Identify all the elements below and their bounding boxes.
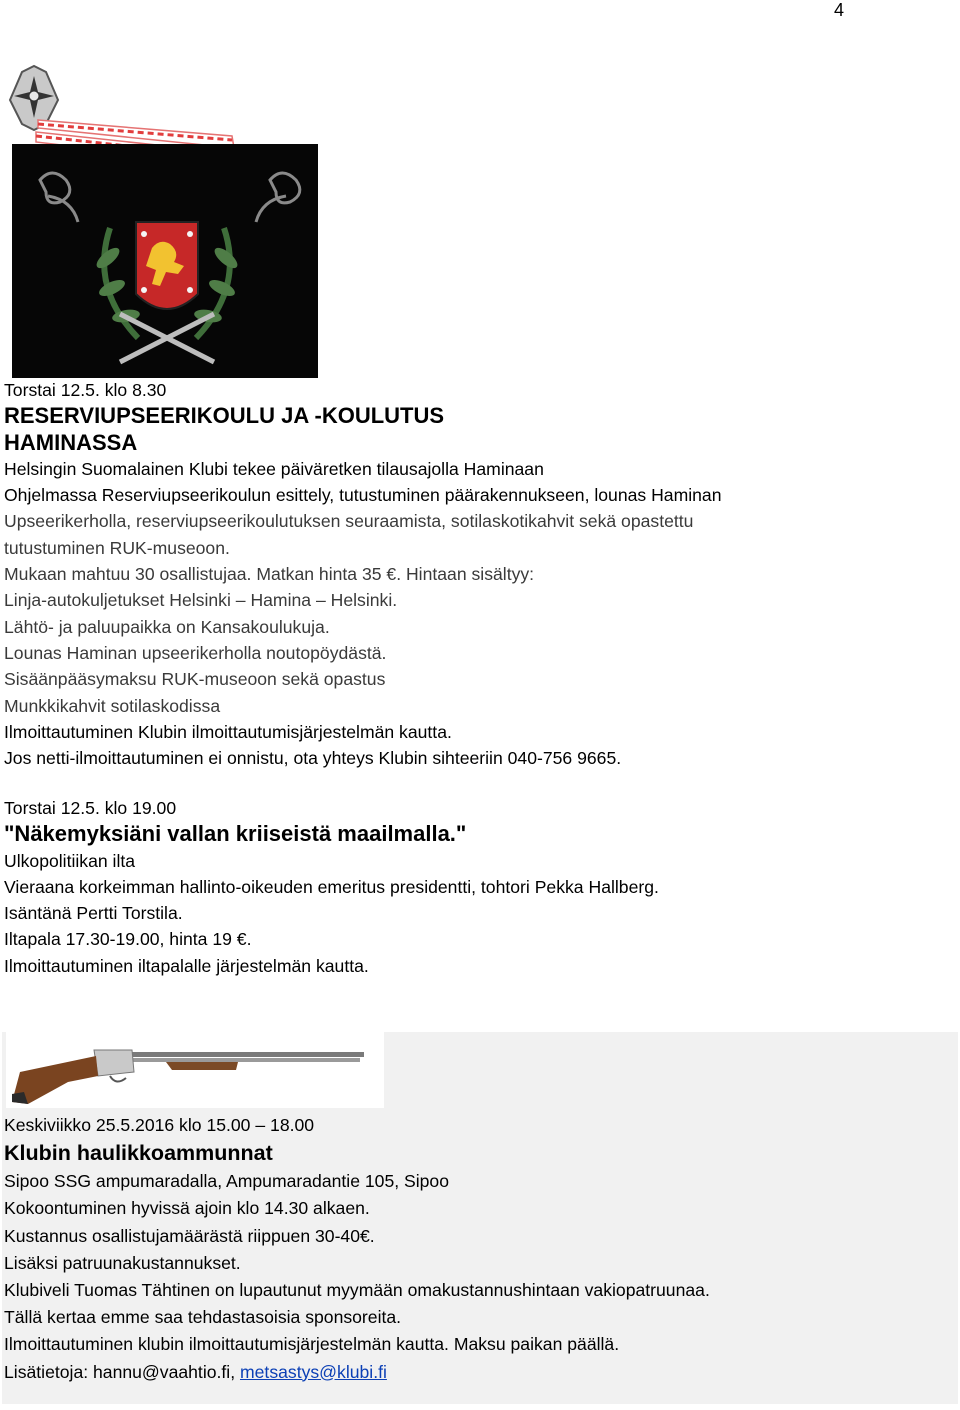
event-text: Helsingin Suomalainen Klubi tekee päiväretken tilausajolla Haminaan: [4, 458, 544, 479]
event-text: Lisäksi patruunakustannukset.: [4, 1252, 241, 1273]
event-text: Vieraana korkeimman hallinto-oikeuden emeritus presidentti, tohtori Pekka Hallberg.: [4, 876, 659, 897]
event-text: Sipoo SSG ampumaradalla, Ampumaradantie 105, Sipoo: [4, 1171, 449, 1192]
event-title-cont: HAMINASSA: [4, 429, 138, 455]
event-ulkopolitiikan-ilta: [4, 795, 954, 979]
event-text: Lounas Haminan upseerikerholla noutopöydästä.: [4, 642, 387, 663]
event-text: Lähtö- ja paluupaikka on Kansakoulukuja.: [4, 616, 330, 637]
event-text: Munkkikahvit sotilaskodissa: [4, 695, 221, 716]
event-text: Linja-autokuljetukset Helsinki – Hamina – Helsinki.: [4, 590, 398, 611]
event-text: Sisäänpääsymaksu RUK-museoon sekä opastus: [4, 669, 386, 690]
event-haulikkoammunnat: [4, 1112, 944, 1386]
event-text: Klubiveli Tuomas Tähtinen on lupautunut myymään omakustannushintaan vakiopatruunaa.: [4, 1280, 710, 1301]
event-text: Kokoontuminen hyvissä ajoin klo 14.30 alkaen.: [4, 1198, 370, 1219]
contact-prefix: Lisätietoja: hannu@vaahtio.fi,: [4, 1361, 240, 1382]
event-text: Ohjelmassa Reserviupseerikoulun esittely, tutustuminen päärakennukseen, lounas Haminan: [4, 485, 722, 506]
event-text: Mukaan mahtuu 30 osallistujaa. Matkan hinta 35 €. Hintaan sisältyy:: [4, 564, 535, 585]
event-title: "Näkemyksiäni vallan kriiseistä maailmalla.": [4, 821, 467, 847]
contact-line: [4, 1359, 944, 1386]
event-date: Keskiviikko 25.5.2016 klo 15.00 – 18.00: [4, 1115, 315, 1135]
shotgun-image: [6, 1032, 384, 1108]
event-text: Ulkopolitiikan ilta: [4, 850, 136, 871]
event-text: Ilmoittautuminen Klubin ilmoittautumisjärjestelmän kautta.: [4, 721, 452, 742]
event-text: Upseerikerholla, reserviupseerikoulutuksen seuraamista, sotilaskotikahvit sekä opastettu: [4, 511, 694, 532]
event-date: Torstai 12.5. klo 19.00: [4, 798, 177, 818]
event-title: Klubin haulikkoammunnat: [4, 1141, 273, 1166]
regimental-flag-image: [2, 62, 320, 380]
event-title: RESERVIUPSEERIKOULU JA -KOULUTUS: [4, 403, 445, 429]
coat-of-arms-lion-icon: [136, 222, 198, 309]
event-text: Ilmoittautuminen klubin ilmoittautumisjärjestelmän kautta. Maksu paikan päällä.: [4, 1334, 620, 1355]
event-text: tutustuminen RUK-museoon.: [4, 537, 230, 558]
page-number: 4: [834, 0, 845, 20]
event-text: Jos netti-ilmoittautuminen ei onnistu, ota yhteys Klubin sihteeriin 040-756 9665.: [4, 748, 622, 769]
event-text: Kustannus osallistujamäärästä riippuen 30-40€.: [4, 1225, 375, 1246]
event-text: Isäntänä Pertti Torstila.: [4, 903, 183, 924]
event-text: Tällä kertaa emme saa tehdastasoisia sponsoreita.: [4, 1307, 402, 1328]
event-ruk-haminassa: [4, 377, 954, 771]
event-text: Iltapala 17.30-19.00, hinta 19 €.: [4, 929, 252, 950]
email-link-metsastys[interactable]: metsastys@klubi.fi: [239, 1361, 387, 1382]
event-date: Torstai 12.5. klo 8.30: [4, 380, 167, 400]
event-text: Ilmoittautuminen iltapalalle järjestelmän kautta.: [4, 955, 369, 976]
